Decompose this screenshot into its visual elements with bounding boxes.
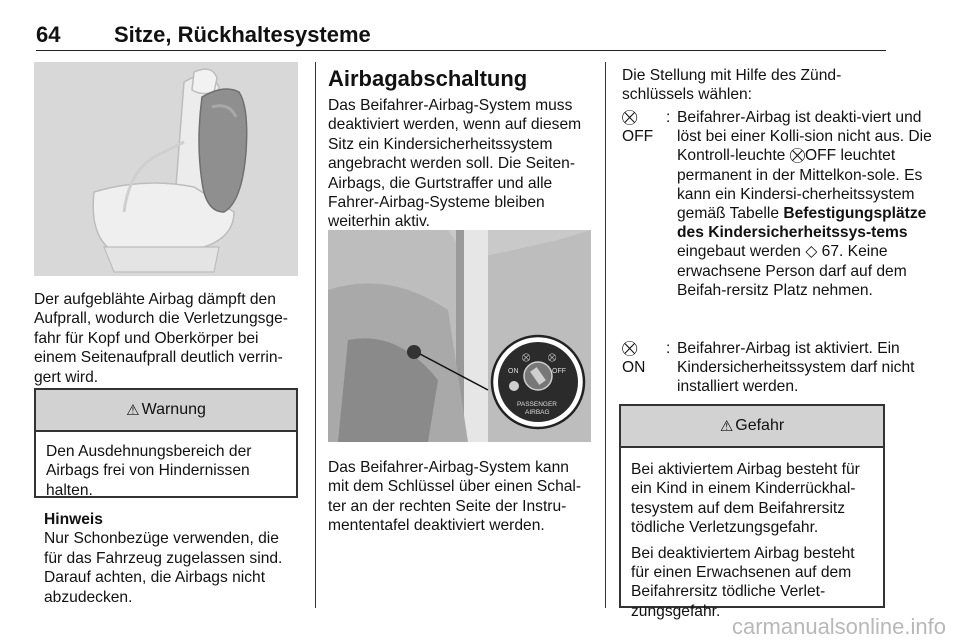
middle-caption: Das Beifahrer-Airbag-System kann mit dem Schlüssel über einen Schal-ter an der rechten Seite der Instru-mententafel deaktiviert werden.: [328, 459, 582, 535]
middle-intro-block: [328, 66, 594, 232]
switch-label-off: OFF: [552, 368, 566, 375]
seat-airbag-illustration: [34, 62, 298, 276]
danger-box: [619, 404, 885, 620]
on-key: [622, 339, 662, 377]
column-divider-right: [605, 62, 606, 608]
right-intro: Die Stellung mit Hilfe des Zünd-schlüssels wählen:: [622, 67, 842, 104]
off-key-label: OFF: [622, 128, 654, 146]
airbag-switch-drawing: [328, 230, 591, 442]
child-seat-table-link[interactable]: Befestigungsplätze des Kindersicherheitssys-tems: [677, 205, 927, 242]
warning-icon: ⚠: [126, 402, 140, 419]
airbag-on-icon: ⛒: [622, 340, 638, 357]
page-reference-icon: ◇: [805, 243, 818, 261]
danger-body: [621, 448, 883, 621]
on-description: Beifahrer-Airbag ist aktiviert. Ein Kindersicherheitssystem darf nicht installiert werden.: [677, 340, 915, 396]
danger-icon: ⚠: [719, 418, 734, 435]
danger-text-2: Bei deaktiviertem Airbag besteht für einen Erwachsenen auf dem Beifahrersitz tödliche Verlet-zungsgefahr.: [631, 544, 855, 620]
switch-label-airbag: AIRBAG: [525, 409, 550, 416]
switch-icon-right: ⛒: [548, 353, 557, 362]
page-reference[interactable]: 67. Keine erwachsene Person darf auf dem Beifah-rersitz Platz nehmen.: [677, 243, 907, 299]
lamp-off-label: OFF: [805, 147, 837, 165]
switch-label-on: ON: [508, 368, 519, 375]
danger-text-1: Bei aktiviertem Airbag besteht für ein Kind in einem Kinderrückhal-tesystem auf dem Beifahrersitz tödliche Verletzungsgefahr.: [631, 461, 860, 537]
hint-block: [44, 510, 298, 607]
hint-title: Hinweis: [44, 511, 103, 528]
left-caption: Der aufgeblähte Airbag dämpft den Aufprall, wodurch die Verletzungsge-fahr für Kopf und Oberkörper bei einem Seitenaufprall deutlich verrin-gert wird.: [34, 291, 288, 386]
middle-intro: Das Beifahrer-Airbag-System muss deaktiviert werden, wenn auf diesem Sitz ein Kindersicherheitssystem angebracht werden soll. Die Seiten-Airbags, die Gurtstraffer und alle Fahrer-Airbag-Systeme bleiben weiterhin aktiv.: [328, 97, 582, 231]
airbag-off-lamp-icon: ⛒: [789, 147, 806, 165]
page-title: Sitze, Rückhaltesysteme: [114, 22, 371, 47]
on-key-label: ON: [622, 359, 646, 377]
switch-icon-left: ⛒: [522, 353, 531, 362]
warning-text: Den Ausdehnungsbereich der Airbags frei von Hindernissen halten.: [46, 443, 252, 499]
off-description: Beifahrer-Airbag ist deakti-viert und löst bei einer Kolli-sion nicht aus. Die Kontroll-leuchte ⛒OFF leuchtet permanent in der Mittelkon-sole. Es kann ein Kindersi-cherheitssystem gemäß Tabelle Befestigungsplätze des Kindersicherheitssys-tems eingebaut werden ◇ 67. Keine erwachsene Person darf auf dem Beifah-rersitz Platz nehmen.: [677, 109, 932, 299]
section-title: Airbagabschaltung: [328, 66, 528, 91]
page-number: 64: [36, 22, 61, 47]
seat-airbag-drawing: [34, 62, 298, 276]
warning-body: [36, 432, 296, 500]
danger-header: [621, 406, 883, 448]
warning-title: Warnung: [141, 401, 206, 418]
off-key: [622, 108, 662, 146]
header-rule: [36, 50, 886, 51]
airbag-off-icon: ⛒: [622, 109, 638, 126]
column-divider-left: [315, 62, 316, 608]
watermark: carmanualsonline.info: [731, 614, 946, 639]
danger-title: Gefahr: [735, 417, 785, 434]
warning-box: [34, 388, 298, 498]
page-header: [36, 22, 886, 50]
warning-header: [36, 390, 296, 432]
hint-text: Nur Schonbezüge verwenden, die für das Fahrzeug zugelassen sind. Darauf achten, die Airbags nicht abzudecken.: [44, 530, 283, 606]
airbag-switch-photo: [328, 230, 591, 442]
switch-label-passenger: PASSENGER: [517, 401, 557, 408]
